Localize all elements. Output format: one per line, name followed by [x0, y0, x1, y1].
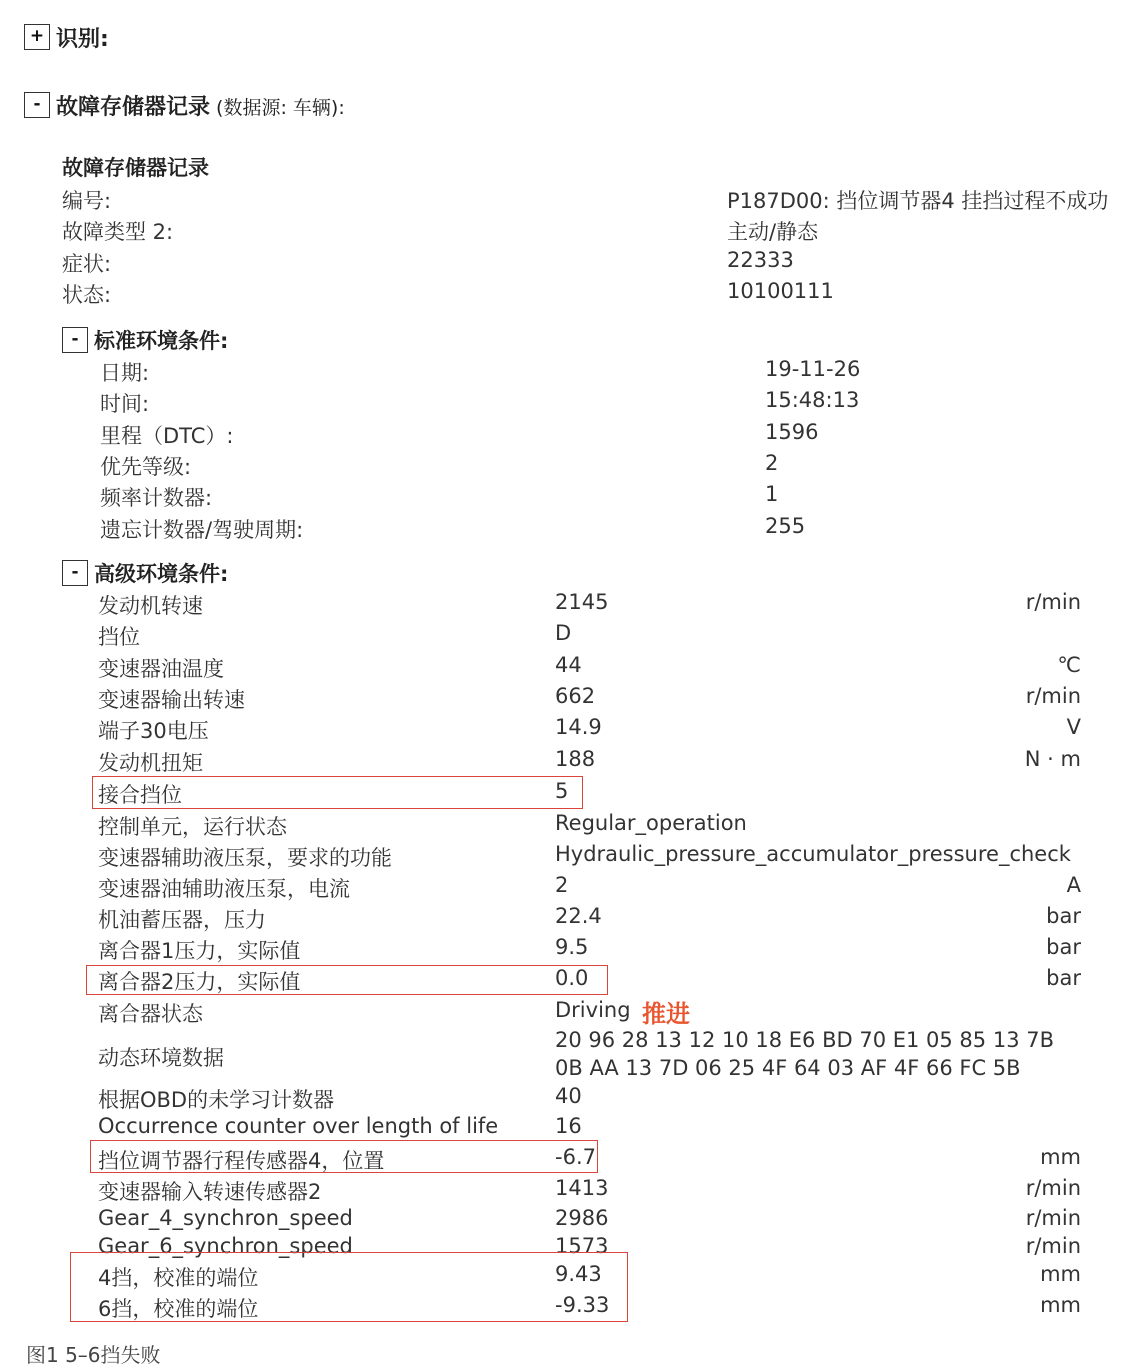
advanced-env-value: D	[555, 621, 572, 645]
advanced-env-value: Driving	[555, 998, 631, 1022]
expand-identification-toggle[interactable]: +	[24, 24, 50, 50]
advanced-env-label: 离合器状态	[98, 1002, 203, 1026]
standard-env-heading: 标准环境条件:	[94, 329, 229, 353]
standard-env-label: 遗忘计数器/驾驶周期:	[100, 517, 304, 542]
collapse-fault-memory-toggle[interactable]: -	[24, 92, 50, 118]
advanced-env-value: 14.9	[555, 715, 602, 739]
record-field-value: 10100111	[727, 279, 834, 303]
advanced-env-label: 离合器2压力，实际值	[98, 970, 301, 994]
identification-heading: 识别:	[56, 27, 109, 52]
annotation-note: 推进	[642, 1000, 690, 1028]
record-heading: 故障存储器记录	[62, 156, 209, 180]
advanced-env-label: 接合挡位	[98, 783, 182, 807]
figure-caption: 图1 5–6挡失败	[26, 1343, 161, 1367]
highlight-gear-actuator-sensor4	[90, 1140, 598, 1173]
collapse-standard-env-toggle[interactable]: -	[62, 327, 88, 353]
advanced-env-value: 5	[555, 779, 569, 803]
advanced-env-unit: N · m	[1024, 747, 1081, 771]
advanced-env-value: -9.33	[555, 1293, 610, 1317]
advanced-env-label: 离合器1压力，实际值	[98, 939, 301, 963]
advanced-env-value: 1413	[555, 1176, 609, 1200]
advanced-env-value: -6.7	[555, 1145, 596, 1169]
advanced-env-unit: r/min	[1025, 1206, 1081, 1230]
advanced-env-value: 16	[555, 1114, 582, 1138]
advanced-env-value: 44	[555, 653, 582, 677]
advanced-env-value: 9.5	[555, 935, 589, 959]
advanced-env-value: 188	[555, 747, 596, 771]
advanced-env-label: 控制单元，运行状态	[98, 815, 287, 839]
advanced-env-label: 端子30电压	[98, 719, 209, 743]
advanced-env-value: 2145	[555, 590, 609, 614]
advanced-env-label: 发动机转速	[98, 594, 203, 618]
advanced-env-value: 662	[555, 684, 596, 708]
advanced-env-label: 发动机扭矩	[98, 751, 203, 775]
record-field-label: 故障类型 2:	[62, 220, 174, 244]
advanced-env-label: 根据OBD的未学习计数器	[98, 1088, 335, 1112]
advanced-env-unit: mm	[1040, 1145, 1081, 1169]
advanced-env-label: Occurrence counter over length of life	[98, 1114, 499, 1138]
standard-env-value: 2	[765, 450, 779, 475]
fault-memory-source: (数据源: 车辆):	[210, 97, 345, 119]
highlight-clutch2-pressure	[86, 965, 608, 995]
advanced-env-label: 变速器油辅助液压泵，电流	[98, 877, 350, 901]
advanced-env-label: 动态环境数据	[98, 1046, 224, 1070]
record-field-value: P187D00: 挡位调节器4 挂挡过程不成功	[727, 189, 1109, 213]
record-field-label: 状态:	[62, 283, 112, 307]
standard-env-label: 时间:	[100, 392, 150, 417]
collapse-advanced-env-toggle[interactable]: -	[62, 560, 88, 586]
advanced-env-value: 22.4	[555, 904, 602, 928]
record-field-value: 主动/静态	[727, 220, 819, 244]
advanced-env-value: Regular_operation	[555, 811, 747, 835]
advanced-env-label: 6挡，校准的端位	[98, 1297, 259, 1321]
advanced-env-label: 变速器辅助液压泵，要求的功能	[98, 846, 392, 870]
advanced-env-label: Gear_4_synchron_speed	[98, 1206, 353, 1230]
advanced-env-unit: r/min	[1025, 684, 1081, 708]
standard-env-value: 15:48:13	[765, 388, 860, 413]
advanced-env-label: 机油蓄压器，压力	[98, 908, 266, 932]
fault-memory-heading	[56, 90, 345, 121]
standard-env-label: 优先等级:	[100, 454, 192, 479]
advanced-env-value: Hydraulic_pressure_accumulator_pressure_check	[555, 842, 1071, 866]
advanced-env-unit: r/min	[1025, 1234, 1081, 1258]
highlight-calibrated-end-positions	[70, 1252, 628, 1322]
advanced-env-label: 挡位	[98, 625, 140, 649]
advanced-env-value: 1573	[555, 1234, 609, 1258]
advanced-env-heading: 高级环境条件:	[94, 562, 229, 586]
advanced-env-unit: r/min	[1025, 1176, 1081, 1200]
standard-env-value: 255	[765, 513, 806, 538]
advanced-env-label: 变速器油温度	[98, 657, 224, 681]
standard-env-value: 1	[765, 482, 779, 507]
advanced-env-value: 0.0	[555, 966, 589, 990]
advanced-env-value-line2: 0B AA 13 7D 06 25 4F 64 03 AF 4F 66 FC 5B	[555, 1056, 1021, 1080]
advanced-env-value: 9.43	[555, 1262, 602, 1286]
standard-env-value: 19-11-26	[765, 357, 861, 381]
advanced-env-unit: V	[1066, 715, 1081, 739]
advanced-env-value: 40	[555, 1084, 582, 1108]
fault-memory-title: 故障存储器记录	[56, 95, 211, 120]
advanced-env-unit: A	[1066, 873, 1081, 897]
advanced-env-unit: mm	[1040, 1293, 1081, 1317]
advanced-env-unit: bar	[1046, 935, 1081, 959]
advanced-env-value: 2986	[555, 1206, 609, 1230]
advanced-env-unit: bar	[1046, 904, 1081, 928]
advanced-env-value: 20 96 28 13 12 10 18 E6 BD 70 E1 05 85 13 7B	[555, 1028, 1054, 1052]
advanced-env-unit: mm	[1040, 1262, 1081, 1286]
highlight-engaged-gear	[92, 776, 583, 809]
standard-env-value: 1596	[765, 419, 819, 444]
standard-env-label: 里程（DTC）:	[100, 423, 234, 448]
record-field-label: 症状:	[62, 252, 112, 276]
advanced-env-unit: ℃	[1057, 653, 1081, 677]
advanced-env-label: 挡位调节器行程传感器4，位置	[98, 1149, 385, 1173]
record-field-value: 22333	[727, 248, 794, 272]
advanced-env-value: 2	[555, 873, 569, 897]
advanced-env-unit: r/min	[1025, 590, 1081, 614]
advanced-env-unit: bar	[1046, 966, 1081, 990]
record-field-label: 编号:	[62, 189, 112, 213]
advanced-env-label: 4挡，校准的端位	[98, 1266, 259, 1290]
advanced-env-label: 变速器输入转速传感器2	[98, 1180, 322, 1204]
standard-env-label: 日期:	[100, 361, 150, 385]
advanced-env-label: Gear_6_synchron_speed	[98, 1234, 353, 1258]
advanced-env-label: 变速器输出转速	[98, 688, 245, 712]
standard-env-label: 频率计数器:	[100, 486, 213, 511]
